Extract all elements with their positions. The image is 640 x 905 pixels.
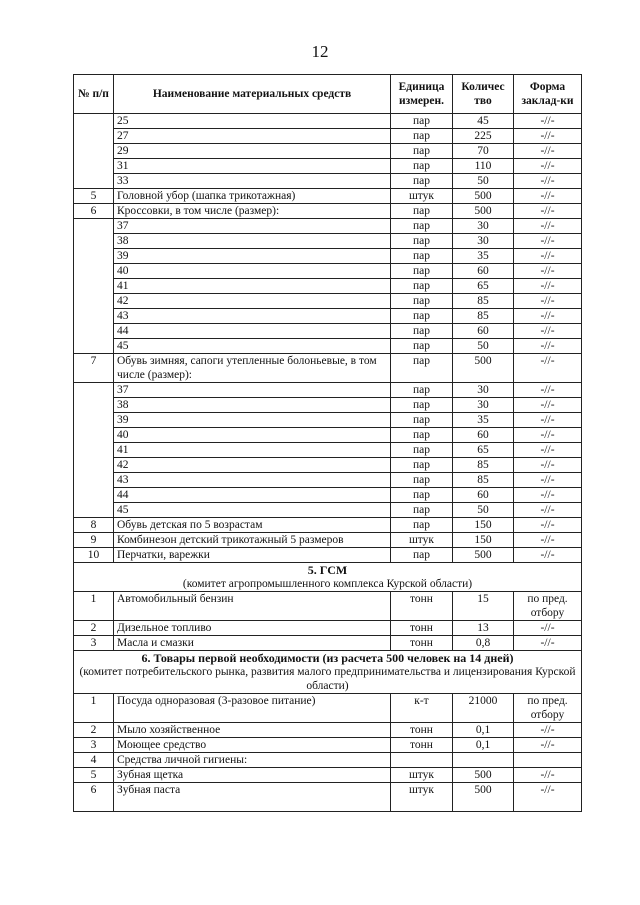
row-name: 37	[114, 219, 391, 234]
row-form: -//-	[514, 503, 582, 518]
row-form: -//-	[514, 413, 582, 428]
section-subtitle: (комитет агропромышленного комплекса Курской области)	[74, 577, 582, 592]
row-qty: 110	[453, 159, 514, 174]
row-num	[74, 309, 114, 324]
table-row	[74, 219, 582, 234]
row-name: 33	[114, 174, 391, 189]
table-row	[74, 503, 582, 518]
row-num	[74, 383, 114, 398]
section-heading-row	[74, 651, 582, 666]
row-num	[74, 428, 114, 443]
row-qty: 85	[453, 309, 514, 324]
row-num: 8	[74, 518, 114, 533]
materials-table	[73, 74, 582, 812]
row-name: Моющее средство	[114, 738, 391, 753]
row-unit: пар	[391, 354, 453, 383]
row-num	[74, 294, 114, 309]
table-row	[74, 694, 582, 723]
table-row	[74, 159, 582, 174]
row-unit: пар	[391, 174, 453, 189]
row-name: 40	[114, 264, 391, 279]
row-num: 10	[74, 548, 114, 563]
row-unit: пар	[391, 473, 453, 488]
row-unit: пар	[391, 339, 453, 354]
table-row	[74, 383, 582, 398]
table-row	[74, 636, 582, 651]
section-subtitle-row	[74, 665, 582, 694]
table-row	[74, 548, 582, 563]
row-form: -//-	[514, 428, 582, 443]
section-heading-row	[74, 563, 582, 578]
row-form: -//-	[514, 189, 582, 204]
row-form: -//-	[514, 279, 582, 294]
row-form: -//-	[514, 339, 582, 354]
row-qty: 85	[453, 294, 514, 309]
row-num: 6	[74, 204, 114, 219]
row-unit: пар	[391, 443, 453, 458]
row-unit: пар	[391, 129, 453, 144]
row-unit: пар	[391, 114, 453, 129]
row-num	[74, 159, 114, 174]
row-unit: штук	[391, 783, 453, 812]
row-unit: пар	[391, 503, 453, 518]
row-qty: 30	[453, 383, 514, 398]
table-row	[74, 443, 582, 458]
row-num	[74, 234, 114, 249]
row-qty: 70	[453, 144, 514, 159]
row-unit: пар	[391, 234, 453, 249]
row-name: 44	[114, 488, 391, 503]
row-unit: пар	[391, 279, 453, 294]
row-form: -//-	[514, 783, 582, 812]
row-unit: пар	[391, 398, 453, 413]
table-row	[74, 189, 582, 204]
table-row	[74, 473, 582, 488]
table-row	[74, 354, 582, 383]
table-row	[74, 428, 582, 443]
row-form: -//-	[514, 174, 582, 189]
row-qty: 0,8	[453, 636, 514, 651]
table-row	[74, 309, 582, 324]
row-name: 43	[114, 473, 391, 488]
row-num	[74, 473, 114, 488]
row-form: -//-	[514, 518, 582, 533]
row-form: -//-	[514, 398, 582, 413]
row-form: -//-	[514, 738, 582, 753]
row-qty: 50	[453, 339, 514, 354]
row-name: 41	[114, 443, 391, 458]
row-unit: тонн	[391, 723, 453, 738]
row-qty: 500	[453, 783, 514, 812]
row-qty: 225	[453, 129, 514, 144]
row-unit: пар	[391, 413, 453, 428]
row-form: -//-	[514, 458, 582, 473]
row-num	[74, 264, 114, 279]
row-unit: штук	[391, 533, 453, 548]
row-qty: 150	[453, 533, 514, 548]
header-unit: Единица измерен.	[391, 75, 453, 114]
row-qty: 500	[453, 548, 514, 563]
section-subtitle: (комитет потребительского рынка, развития малого предпринимательства и лицензирования Курской области)	[74, 665, 582, 694]
row-unit: штук	[391, 768, 453, 783]
table-row	[74, 174, 582, 189]
row-form: -//-	[514, 473, 582, 488]
row-qty: 65	[453, 279, 514, 294]
row-name: Перчатки, варежки	[114, 548, 391, 563]
row-name: 31	[114, 159, 391, 174]
row-name: Обувь детская по 5 возрастам	[114, 518, 391, 533]
row-num	[74, 488, 114, 503]
row-num: 2	[74, 723, 114, 738]
row-num	[74, 114, 114, 129]
header-qty: Количес тво	[453, 75, 514, 114]
row-form: -//-	[514, 159, 582, 174]
row-form: -//-	[514, 309, 582, 324]
table-row	[74, 783, 582, 812]
table-row	[74, 144, 582, 159]
row-num	[74, 443, 114, 458]
header-num: № п/п	[74, 75, 114, 114]
row-qty: 85	[453, 473, 514, 488]
row-num: 6	[74, 783, 114, 812]
row-num	[74, 144, 114, 159]
row-qty: 60	[453, 264, 514, 279]
row-qty: 85	[453, 458, 514, 473]
table-body	[74, 114, 582, 812]
row-form: -//-	[514, 129, 582, 144]
row-num: 1	[74, 694, 114, 723]
table-row	[74, 324, 582, 339]
row-name: Средства личной гигиены:	[114, 753, 391, 768]
row-unit: пар	[391, 204, 453, 219]
row-num	[74, 174, 114, 189]
row-num: 2	[74, 621, 114, 636]
table-row	[74, 249, 582, 264]
row-num	[74, 279, 114, 294]
row-form: -//-	[514, 294, 582, 309]
row-qty: 50	[453, 503, 514, 518]
row-num	[74, 458, 114, 473]
row-form: -//-	[514, 264, 582, 279]
row-unit: пар	[391, 458, 453, 473]
row-name: 43	[114, 309, 391, 324]
row-unit: тонн	[391, 621, 453, 636]
row-name: Головной убор (шапка трикотажная)	[114, 189, 391, 204]
row-qty: 60	[453, 324, 514, 339]
row-name: 37	[114, 383, 391, 398]
row-form: -//-	[514, 723, 582, 738]
row-num: 4	[74, 753, 114, 768]
row-unit: пар	[391, 294, 453, 309]
header-form: Форма заклад-ки	[514, 75, 582, 114]
row-num: 5	[74, 189, 114, 204]
row-unit: тонн	[391, 592, 453, 621]
table-row	[74, 294, 582, 309]
table-row	[74, 279, 582, 294]
row-name: Обувь зимняя, сапоги утепленные болоньевые, в том числе (размер):	[114, 354, 391, 383]
row-num	[74, 324, 114, 339]
row-name: 38	[114, 234, 391, 249]
row-unit: тонн	[391, 636, 453, 651]
table-row	[74, 339, 582, 354]
row-qty: 30	[453, 398, 514, 413]
row-name: 29	[114, 144, 391, 159]
row-form: -//-	[514, 621, 582, 636]
row-name: 45	[114, 339, 391, 354]
table-row	[74, 204, 582, 219]
row-name: Дизельное топливо	[114, 621, 391, 636]
table-row	[74, 592, 582, 621]
table-row	[74, 621, 582, 636]
row-unit: пар	[391, 383, 453, 398]
row-qty: 45	[453, 114, 514, 129]
row-form: -//-	[514, 204, 582, 219]
row-unit: пар	[391, 144, 453, 159]
table-row	[74, 114, 582, 129]
row-name: 40	[114, 428, 391, 443]
row-form: -//-	[514, 249, 582, 264]
row-unit: к-т	[391, 694, 453, 723]
row-name: 38	[114, 398, 391, 413]
row-num: 7	[74, 354, 114, 383]
row-num: 3	[74, 738, 114, 753]
row-unit: пар	[391, 488, 453, 503]
row-unit: пар	[391, 324, 453, 339]
row-qty: 500	[453, 189, 514, 204]
row-unit: пар	[391, 428, 453, 443]
row-num: 1	[74, 592, 114, 621]
row-num	[74, 249, 114, 264]
row-name: Посуда одноразовая (3-разовое питание)	[114, 694, 391, 723]
row-qty: 35	[453, 413, 514, 428]
section-subtitle-row	[74, 577, 582, 592]
row-qty: 35	[453, 249, 514, 264]
row-num: 9	[74, 533, 114, 548]
row-unit: пар	[391, 159, 453, 174]
row-form: -//-	[514, 636, 582, 651]
row-form: -//-	[514, 234, 582, 249]
section-title: 5. ГСМ	[74, 563, 582, 578]
row-qty: 13	[453, 621, 514, 636]
row-num	[74, 398, 114, 413]
row-name: 39	[114, 413, 391, 428]
row-name: 44	[114, 324, 391, 339]
row-num	[74, 503, 114, 518]
table-row	[74, 129, 582, 144]
row-form: -//-	[514, 488, 582, 503]
row-form: -//-	[514, 219, 582, 234]
row-name: Мыло хозяйственное	[114, 723, 391, 738]
row-qty: 50	[453, 174, 514, 189]
row-qty: 30	[453, 219, 514, 234]
row-qty: 500	[453, 354, 514, 383]
row-form: по пред. отбору	[514, 694, 582, 723]
row-name: Зубная щетка	[114, 768, 391, 783]
section-title: 6. Товары первой необходимости (из расчета 500 человек на 14 дней)	[74, 651, 582, 666]
table-row	[74, 488, 582, 503]
row-name: 27	[114, 129, 391, 144]
table-row	[74, 723, 582, 738]
row-qty: 65	[453, 443, 514, 458]
row-name: 45	[114, 503, 391, 518]
row-form: -//-	[514, 383, 582, 398]
row-qty	[453, 753, 514, 768]
row-qty: 150	[453, 518, 514, 533]
row-num	[74, 339, 114, 354]
row-unit: пар	[391, 518, 453, 533]
row-qty: 500	[453, 204, 514, 219]
row-form	[514, 753, 582, 768]
row-unit: пар	[391, 219, 453, 234]
row-qty: 21000	[453, 694, 514, 723]
row-qty: 60	[453, 488, 514, 503]
row-form: -//-	[514, 354, 582, 383]
row-qty: 500	[453, 768, 514, 783]
table-row	[74, 458, 582, 473]
row-form: -//-	[514, 548, 582, 563]
table-header-row	[74, 75, 582, 114]
row-qty: 15	[453, 592, 514, 621]
row-form: -//-	[514, 443, 582, 458]
row-name: Масла и смазки	[114, 636, 391, 651]
table-row	[74, 753, 582, 768]
row-qty: 0,1	[453, 738, 514, 753]
page-number: 12	[311, 42, 329, 61]
row-qty: 60	[453, 428, 514, 443]
row-form: -//-	[514, 114, 582, 129]
row-num	[74, 413, 114, 428]
row-form: -//-	[514, 768, 582, 783]
row-unit: штук	[391, 189, 453, 204]
row-unit: пар	[391, 249, 453, 264]
table-row	[74, 738, 582, 753]
row-name: 39	[114, 249, 391, 264]
row-unit: тонн	[391, 738, 453, 753]
row-name: 41	[114, 279, 391, 294]
row-name: Автомобильный бензин	[114, 592, 391, 621]
row-qty: 30	[453, 234, 514, 249]
row-num	[74, 129, 114, 144]
row-name: Комбинезон детский трикотажный 5 размеров	[114, 533, 391, 548]
row-name: 42	[114, 458, 391, 473]
row-name: 42	[114, 294, 391, 309]
table-row	[74, 533, 582, 548]
row-name: 25	[114, 114, 391, 129]
header-name: Наименование материальных средств	[114, 75, 391, 114]
row-unit: пар	[391, 548, 453, 563]
table-row	[74, 264, 582, 279]
row-unit	[391, 753, 453, 768]
row-form: -//-	[514, 324, 582, 339]
row-num	[74, 219, 114, 234]
table-row	[74, 234, 582, 249]
table-row	[74, 413, 582, 428]
row-name: Кроссовки, в том числе (размер):	[114, 204, 391, 219]
table-row	[74, 518, 582, 533]
table-row	[74, 768, 582, 783]
row-unit: пар	[391, 264, 453, 279]
row-form: -//-	[514, 144, 582, 159]
row-form: по пред. отбору	[514, 592, 582, 621]
row-qty: 0,1	[453, 723, 514, 738]
row-num: 3	[74, 636, 114, 651]
row-num: 5	[74, 768, 114, 783]
row-unit: пар	[391, 309, 453, 324]
row-form: -//-	[514, 533, 582, 548]
row-name: Зубная паста	[114, 783, 391, 812]
table-row	[74, 398, 582, 413]
